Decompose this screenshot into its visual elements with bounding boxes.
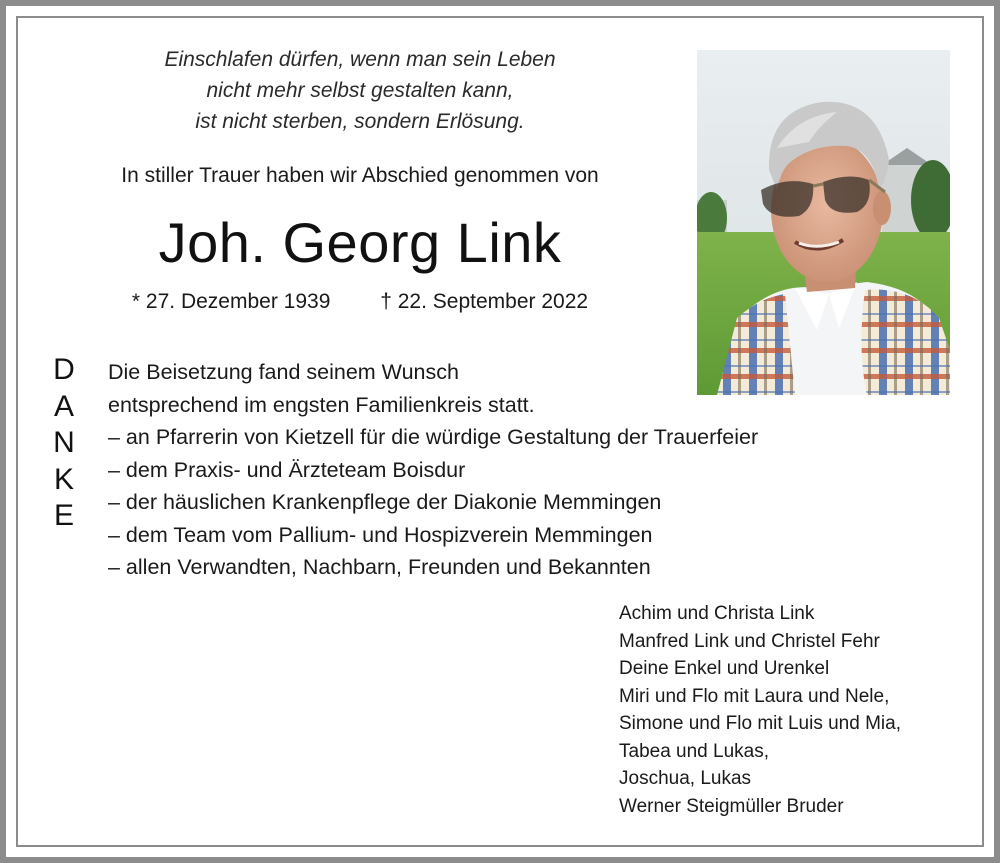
danke-letter: E — [53, 499, 74, 532]
signer: Miri und Flo mit Laura und Nele, — [619, 685, 890, 707]
signer: Joschua, Lukas — [619, 768, 752, 789]
poem-line: nicht mehr selbst gestalten kann, — [206, 79, 514, 102]
thanks-item: – dem Praxis- und Ärzteteam Boisdur — [108, 457, 466, 482]
signer: Werner Steigmüller Bruder — [619, 795, 844, 817]
poem-line: ist nicht sterben, sondern Erlösung. — [195, 110, 525, 133]
poem — [60, 44, 660, 137]
thanks-item: – der häuslichen Krankenpflege der Diakonie Memmingen — [108, 490, 662, 514]
signers-list — [619, 600, 979, 820]
portrait-illustration — [697, 50, 950, 395]
intro-text: In stiller Trauer haben wir Abschied genommen von — [121, 164, 599, 187]
thanks-item: – an Pfarrerin von Kietzell für die würdige Gestaltung der Trauerfeier — [108, 425, 759, 449]
danke-letter: D — [53, 353, 75, 386]
signer: Simone und Flo mit Luis und Mia, — [619, 713, 901, 734]
life-dates — [40, 290, 680, 314]
thanks-item: – allen Verwandten, Nachbarn, Freunden und Bekannten — [108, 555, 651, 579]
signer: Tabea und Lukas, — [619, 740, 770, 762]
burial-line: Die Beisetzung fand seinem Wunsch — [108, 360, 459, 384]
danke-letter: K — [53, 462, 74, 496]
poem-line: Einschlafen dürfen, wenn man sein Leben — [164, 48, 556, 71]
signer: Manfred Link und Christel Fehr — [619, 630, 880, 652]
deceased-name: Joh. Georg Link — [158, 211, 562, 274]
thanks-item: – dem Team vom Pallium- und Hospizverein Memmingen — [108, 522, 653, 547]
danke-letter: A — [53, 389, 74, 423]
portrait-photo — [697, 50, 950, 395]
danke-vertical — [46, 352, 82, 535]
thanks-text — [108, 356, 908, 584]
burial-line: entsprechend im engsten Familienkreis statt. — [108, 392, 535, 417]
birth-date: * 27. Dezember 1939 — [131, 290, 331, 313]
signer: Achim und Christa Link — [619, 603, 815, 624]
signer: Deine Enkel und Urenkel — [619, 658, 830, 679]
danke-letter: N — [53, 426, 75, 459]
death-date: † 22. September 2022 — [380, 290, 589, 313]
